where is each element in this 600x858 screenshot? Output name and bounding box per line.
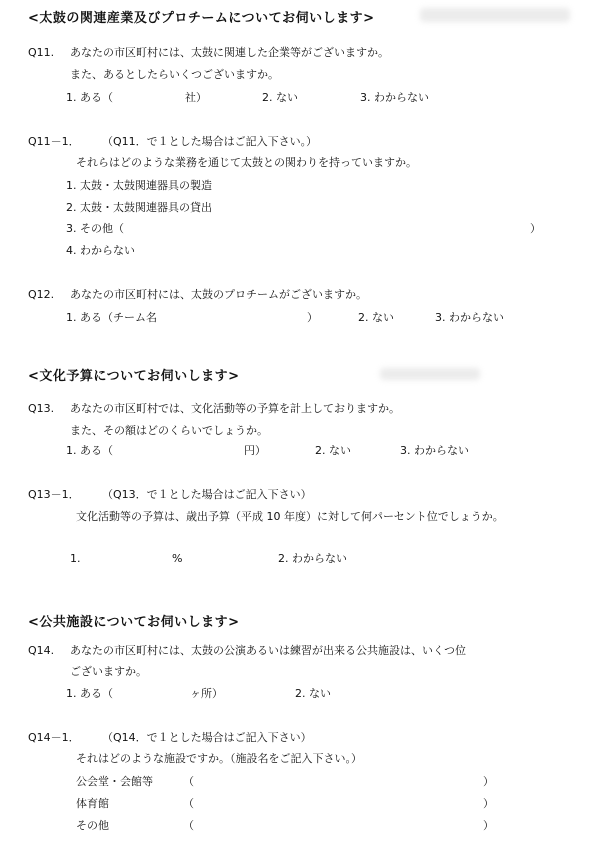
- scan-smudge: [380, 368, 480, 380]
- option-unknown: 3. わからない: [360, 91, 429, 104]
- scan-smudge: [420, 8, 570, 22]
- option-no: 2. ない: [262, 91, 298, 104]
- option-yes-unit: %: [172, 552, 183, 565]
- question-number: Q11.: [28, 46, 55, 59]
- section-heading-facilities: <公共施設についてお伺いします>: [28, 615, 240, 630]
- option-yes: 1.: [70, 552, 81, 565]
- option-other-close: ）: [530, 222, 541, 235]
- question-text: あなたの市区町村には、太鼓の公演あるいは練習が出来る公共施設は、いくつ位: [70, 644, 466, 657]
- facility-row-open: （: [183, 797, 194, 810]
- question-text: ございますか。: [70, 665, 147, 678]
- question-text: また、あるとしたらいくつございますか。: [70, 68, 279, 81]
- facility-row-label: 体育館: [76, 797, 109, 810]
- option-no: 2. ない: [295, 687, 331, 700]
- option-yes-unit: 円）: [244, 444, 266, 457]
- option-yes: 1. ある（: [66, 91, 113, 104]
- question-text: 文化活動等の予算は、歳出予算（平成 10 年度）に対して何パーセント位でしょうか。: [76, 510, 504, 523]
- question-number: Q13－1．: [28, 488, 80, 501]
- option-item: 3. その他（: [66, 222, 124, 235]
- option-item: 4. わからない: [66, 244, 135, 257]
- option-item: 2. 太鼓・太鼓関連器具の貸出: [66, 201, 212, 214]
- option-no: 2. ない: [315, 444, 351, 457]
- question-text: それらはどのような業務を通じて太鼓との関わりを持っていますか。: [76, 156, 417, 169]
- facility-row-close: ）: [483, 775, 494, 788]
- section-heading-budget: <文化予算についてお伺いします>: [28, 369, 240, 384]
- option-yes-unit: 社）: [185, 91, 207, 104]
- option-unknown: 2. わからない: [278, 552, 347, 565]
- question-text: それはどのような施設ですか。（施設名をご記入下さい。）: [76, 752, 362, 765]
- facility-row-open: （: [183, 819, 194, 832]
- question-condition: （Q14．で１とした場合はご記入下さい）: [102, 731, 312, 744]
- option-item: 1. 太鼓・太鼓関連器具の製造: [66, 179, 212, 192]
- question-number: Q12.: [28, 288, 55, 301]
- option-unknown: 3. わからない: [435, 311, 504, 324]
- question-number: Q14－1．: [28, 731, 80, 744]
- question-text: あなたの市区町村では、文化活動等の予算を計上しておりますか。: [70, 402, 400, 415]
- option-unknown: 3. わからない: [400, 444, 469, 457]
- option-no: 2. ない: [358, 311, 394, 324]
- option-yes: 1. ある（: [66, 687, 113, 700]
- question-condition: （Q11．で１とした場合はご記入下さい。）: [102, 135, 318, 148]
- facility-row-open: （: [183, 775, 194, 788]
- option-yes: 1. ある（: [66, 444, 113, 457]
- question-number: Q14.: [28, 644, 55, 657]
- facility-row-label: その他: [76, 819, 109, 832]
- question-condition: （Q13．で１とした場合はご記入下さい）: [102, 488, 312, 501]
- question-text: また、その額はどのくらいでしょうか。: [70, 424, 268, 437]
- option-yes: 1. ある（チーム名: [66, 311, 157, 324]
- question-number: Q11－1．: [28, 135, 80, 148]
- question-text: あなたの市区町村には、太鼓のプロチームがございますか。: [70, 288, 367, 301]
- facility-row-label: 公会堂・会館等: [76, 775, 153, 788]
- option-yes-unit: ヶ所）: [190, 687, 223, 700]
- question-number: Q13.: [28, 402, 55, 415]
- section-heading-industry: <太鼓の関連産業及びプロチームについてお伺いします>: [28, 11, 375, 26]
- facility-row-close: ）: [483, 819, 494, 832]
- facility-row-close: ）: [483, 797, 494, 810]
- question-text: あなたの市区町村には、太鼓に関連した企業等がございますか。: [70, 46, 389, 59]
- option-yes-close: ）: [307, 311, 318, 324]
